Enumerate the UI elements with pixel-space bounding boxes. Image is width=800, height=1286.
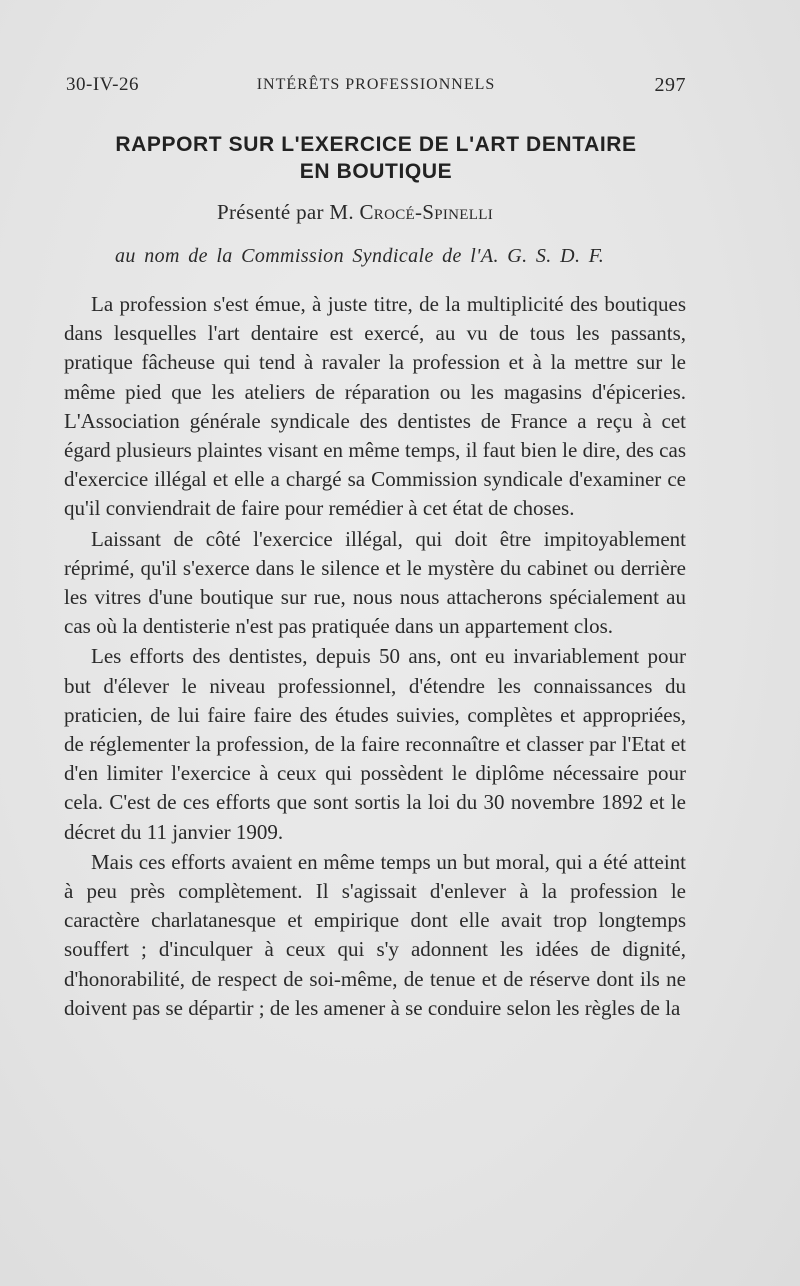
issue-date: 30-IV-26	[66, 74, 139, 95]
article-title-line-1: RAPPORT SUR L'EXERCICE DE L'ART DENTAIRE	[115, 133, 637, 156]
paragraph-2: Laissant de côté l'exercice illégal, qui doit être impitoyablement réprimé, qu'il s'exerce dans le silence et le mystère du cabinet ou derrière les vitres d'une boutique sur rue, nous nous attacherons spécialement au cas où la dentisterie n'est pas pratiquée dans un appartement clos.	[64, 526, 686, 639]
paragraph-1: La profession s'est émue, à juste titre, de la multiplicité des boutiques dans lesquelles l'art dentaire est exercé, au vu de tous les passants, pratique fâcheuse qui tend à ravaler la profession et à la mettre sur le même pied que les ateliers de réparation ou les magasins d'épiceries. L'Association générale syndicale des dentistes de France a reçu à cet égard plusieurs plaintes visant en même temps, il faut bien le dire, des cas d'exercice illégal et elle a chargé sa Commission syndicale d'examiner ce qu'il conviendrait de faire pour remédier à cet état de choses.	[64, 292, 686, 521]
commission-line: au nom de la Commission Syndicale de l'A. G. S. D. F.	[115, 245, 605, 267]
running-header	[66, 74, 686, 100]
presented-by-label: Présenté par M.	[217, 200, 354, 224]
article-body	[64, 290, 686, 1023]
presenter-line	[217, 200, 493, 225]
author-name: Crocé-Spinelli	[359, 200, 493, 224]
article-title	[60, 131, 692, 185]
section-title: INTÉRÊTS PROFESSIONNELS	[256, 76, 496, 93]
article-title-line-2: EN BOUTIQUE	[299, 160, 453, 183]
page-number: 297	[654, 74, 686, 96]
paragraph-4: Mais ces efforts avaient en même temps un but moral, qui a été atteint à peu près complètement. Il s'agissait d'enlever à la profession le caractère charlatanesque et empirique dont elle avait trop longtemps souffert ; d'inculquer à ceux qui s'y adonnent les idées de dignité, d'honorabilité, de respect de soi-même, de tenue et de réserve dont ils ne doivent pas se départir ; de les amener à se conduire selon les règles de la	[64, 849, 686, 1020]
paragraph-3: Les efforts des dentistes, depuis 50 ans, ont eu invariablement pour but d'élever le niveau professionnel, d'étendre les connaissances du praticien, de lui faire faire des études suivies, complètes et appropriées, de réglementer la profession, de la faire reconnaître et classer par l'Etat et d'en limiter l'exercice à ceux qui possèdent le diplôme nécessaire pour cela. C'est de ces efforts que sont sortis la loi du 30 novembre 1892 et le décret du 11 janvier 1909.	[64, 644, 686, 844]
